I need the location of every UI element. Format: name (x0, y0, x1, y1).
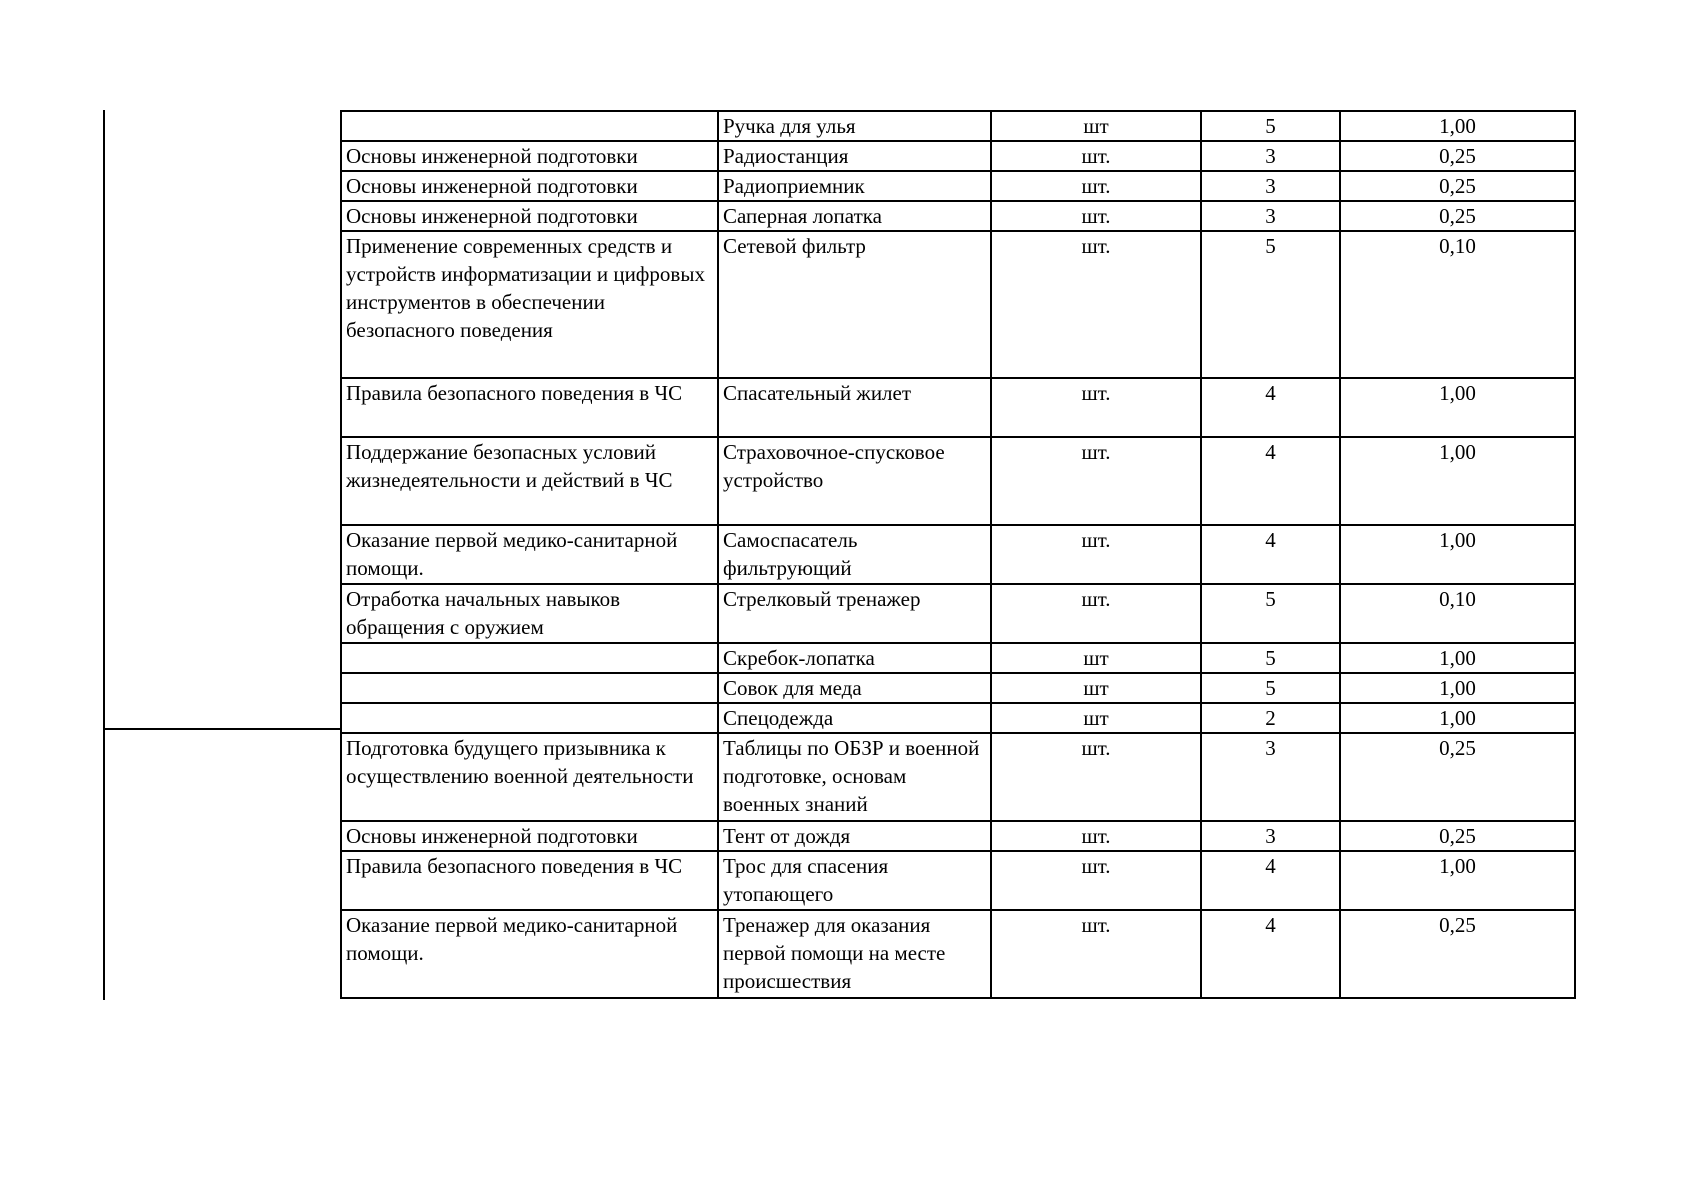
qty-cell: 3 (1201, 171, 1340, 201)
coef-cell: 0,10 (1340, 231, 1575, 378)
table-row (341, 851, 1575, 910)
unit-cell: шт. (991, 171, 1201, 201)
table-row (341, 733, 1575, 821)
topic-cell: Основы инженерной подготовки (341, 201, 718, 231)
item-cell: Радиоприемник (718, 171, 991, 201)
coef-cell: 1,00 (1340, 525, 1575, 584)
qty-cell: 4 (1201, 910, 1340, 998)
item-cell: Саперная лопатка (718, 201, 991, 231)
topic-cell: Правила безопасного поведения в ЧС (341, 851, 718, 910)
table-row (341, 201, 1575, 231)
item-cell: Сетевой фильтр (718, 231, 991, 378)
coef-cell: 0,25 (1340, 141, 1575, 171)
item-cell: Самоспасатель фильтрующий (718, 525, 991, 584)
table-row (341, 821, 1575, 851)
qty-cell: 4 (1201, 437, 1340, 525)
item-cell: Спецодежда (718, 703, 991, 733)
qty-cell: 4 (1201, 378, 1340, 437)
qty-cell: 3 (1201, 201, 1340, 231)
unit-cell: шт (991, 673, 1201, 703)
item-cell: Таблицы по ОБЗР и военной подготовке, основам военных знаний (718, 733, 991, 821)
coef-cell: 1,00 (1340, 378, 1575, 437)
item-cell: Трос для спасения утопающего (718, 851, 991, 910)
item-cell: Скребок-лопатка (718, 643, 991, 673)
item-cell: Тент от дождя (718, 821, 991, 851)
unit-cell: шт (991, 643, 1201, 673)
outer-section-divider (103, 728, 341, 730)
coef-cell: 0,25 (1340, 910, 1575, 998)
qty-cell: 5 (1201, 231, 1340, 378)
topic-cell: Применение современных средств и устройств информатизации и цифровых инструментов в обеспечении безопасного поведения (341, 231, 718, 378)
unit-cell: шт (991, 703, 1201, 733)
topic-cell: Оказание первой медико-санитарной помощи. (341, 525, 718, 584)
qty-cell: 2 (1201, 703, 1340, 733)
item-cell: Ручка для улья (718, 111, 991, 141)
table-row (341, 378, 1575, 437)
table-row (341, 171, 1575, 201)
topic-cell: Подготовка будущего призывника к осуществлению военной деятельности (341, 733, 718, 821)
unit-cell: шт. (991, 733, 1201, 821)
table-row (341, 673, 1575, 703)
unit-cell: шт. (991, 231, 1201, 378)
unit-cell: шт. (991, 584, 1201, 643)
topic-cell: Поддержание безопасных условий жизнедеятельности и действий в ЧС (341, 437, 718, 525)
table-row (341, 231, 1575, 378)
item-cell: Тренажер для оказания первой помощи на месте происшествия (718, 910, 991, 998)
topic-cell: Отработка начальных навыков обращения с оружием (341, 584, 718, 643)
qty-cell: 3 (1201, 141, 1340, 171)
coef-cell: 1,00 (1340, 111, 1575, 141)
coef-cell: 0,10 (1340, 584, 1575, 643)
item-cell: Стрелковый тренажер (718, 584, 991, 643)
coef-cell: 0,25 (1340, 171, 1575, 201)
qty-cell: 3 (1201, 821, 1340, 851)
item-cell: Совок для меда (718, 673, 991, 703)
item-cell: Спасательный жилет (718, 378, 991, 437)
unit-cell: шт. (991, 525, 1201, 584)
topic-cell: Основы инженерной подготовки (341, 171, 718, 201)
table-row (341, 584, 1575, 643)
unit-cell: шт. (991, 378, 1201, 437)
coef-cell: 1,00 (1340, 437, 1575, 525)
outer-left-border (103, 110, 105, 1000)
unit-cell: шт. (991, 141, 1201, 171)
unit-cell: шт. (991, 851, 1201, 910)
qty-cell: 5 (1201, 673, 1340, 703)
qty-cell: 5 (1201, 584, 1340, 643)
table-row (341, 437, 1575, 525)
qty-cell: 5 (1201, 643, 1340, 673)
topic-cell (341, 643, 718, 673)
qty-cell: 3 (1201, 733, 1340, 821)
item-cell: Страховочное-спусковое устройство (718, 437, 991, 525)
table-row (341, 525, 1575, 584)
topic-cell: Оказание первой медико-санитарной помощи. (341, 910, 718, 998)
coef-cell: 0,25 (1340, 821, 1575, 851)
equipment-table (340, 110, 1576, 999)
topic-cell (341, 673, 718, 703)
topic-cell (341, 703, 718, 733)
unit-cell: шт. (991, 910, 1201, 998)
qty-cell: 5 (1201, 111, 1340, 141)
item-cell: Радиостанция (718, 141, 991, 171)
coef-cell: 1,00 (1340, 703, 1575, 733)
coef-cell: 1,00 (1340, 851, 1575, 910)
coef-cell: 0,25 (1340, 733, 1575, 821)
unit-cell: шт. (991, 437, 1201, 525)
coef-cell: 1,00 (1340, 673, 1575, 703)
topic-cell: Основы инженерной подготовки (341, 141, 718, 171)
topic-cell: Правила безопасного поведения в ЧС (341, 378, 718, 437)
topic-cell: Основы инженерной подготовки (341, 821, 718, 851)
qty-cell: 4 (1201, 525, 1340, 584)
table-row (341, 141, 1575, 171)
topic-cell (341, 111, 718, 141)
coef-cell: 0,25 (1340, 201, 1575, 231)
table-row (341, 910, 1575, 998)
table-row (341, 643, 1575, 673)
unit-cell: шт (991, 111, 1201, 141)
unit-cell: шт. (991, 821, 1201, 851)
coef-cell: 1,00 (1340, 643, 1575, 673)
table-row (341, 703, 1575, 733)
table-row (341, 111, 1575, 141)
unit-cell: шт. (991, 201, 1201, 231)
qty-cell: 4 (1201, 851, 1340, 910)
